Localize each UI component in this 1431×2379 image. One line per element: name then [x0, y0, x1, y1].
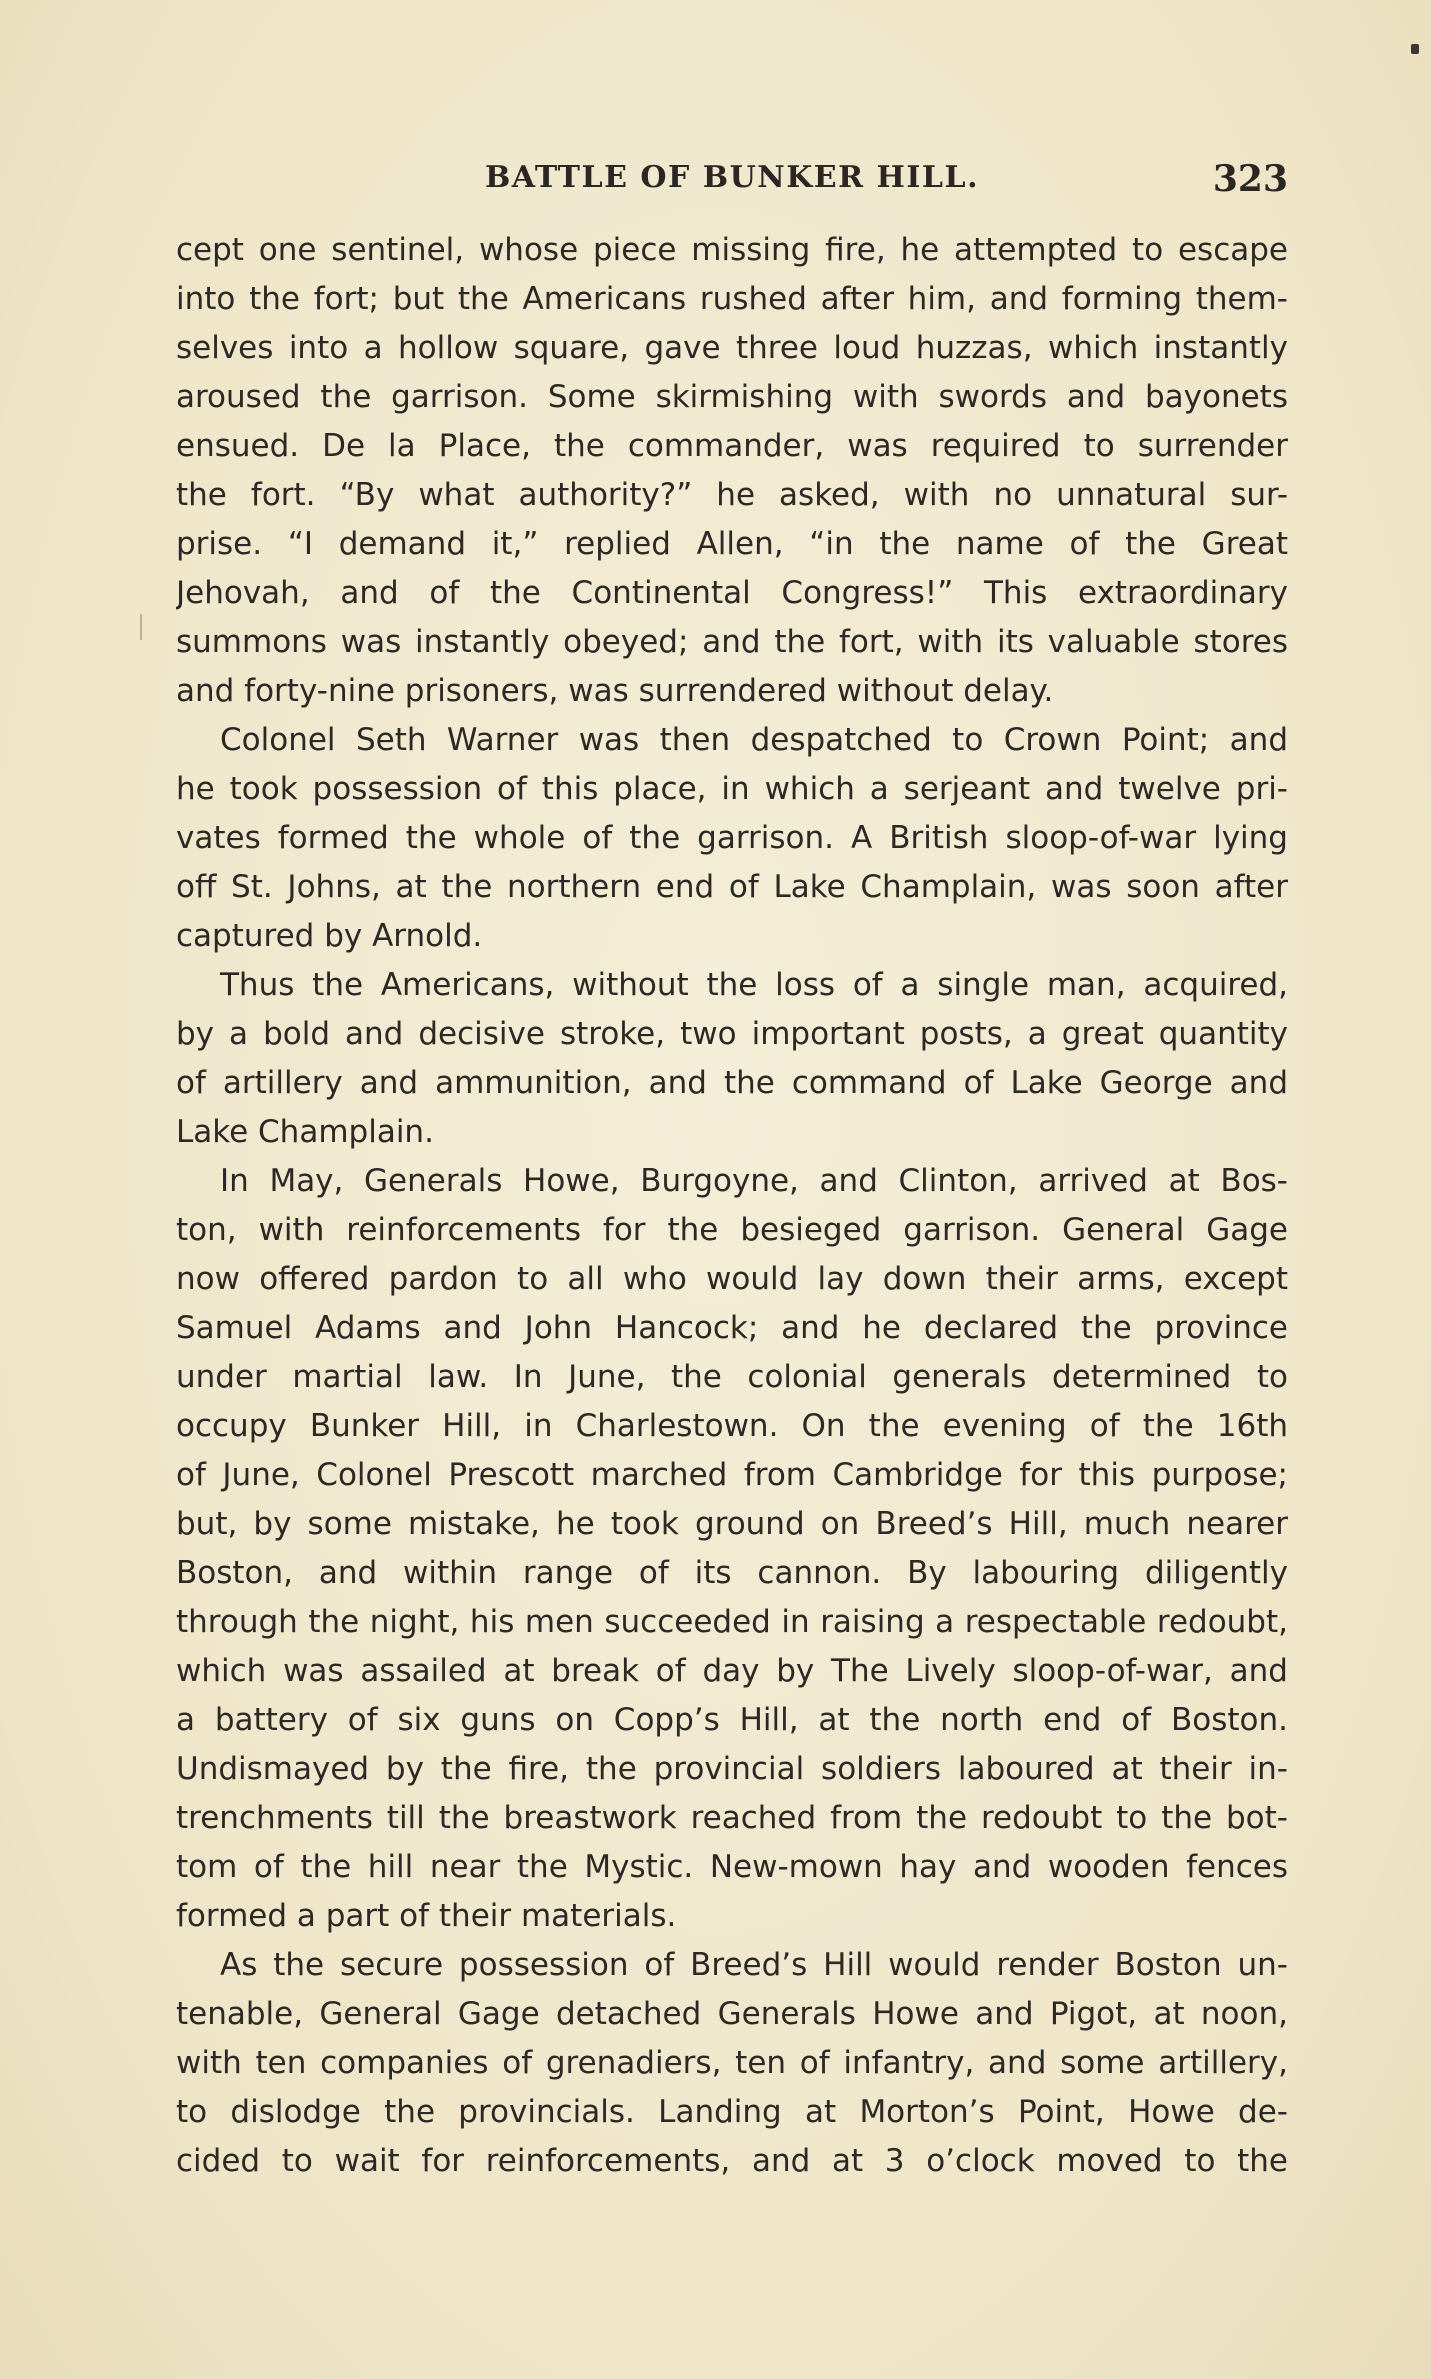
text-line: aroused the garrison. Some skirmishing with swords and bayonets [176, 379, 1288, 415]
text-line: Lake Champlain. [176, 1114, 434, 1150]
text-line: selves into a hollow square, gave three loud huzzas, which instantly [176, 330, 1288, 366]
text-line: ensued. De la Place, the commander, was required to surrender [176, 428, 1288, 464]
text-line: by a bold and decisive stroke, two important posts, a great quantity [176, 1016, 1288, 1052]
text-line: Colonel Seth Warner was then despatched to Crown Point; and [220, 722, 1288, 758]
text-line: Undismayed by the fire, the provincial soldiers laboured at their in- [176, 1751, 1288, 1787]
running-title: BATTLE OF BUNKER HILL. [484, 160, 980, 195]
text-line: tom of the hill near the Mystic. New-mown hay and wooden fences [176, 1849, 1288, 1885]
text-line: a battery of six guns on Copp’s Hill, at the north end of Boston. [176, 1702, 1288, 1738]
text-line: cept one sentinel, whose piece missing fire, he attempted to escape [176, 232, 1288, 268]
page-header [176, 160, 1288, 210]
text-line: of June, Colonel Prescott marched from Cambridge for this purpose; [176, 1457, 1288, 1493]
text-line: Samuel Adams and John Hancock; and he declared the province [176, 1310, 1288, 1346]
text-line: under martial law. In June, the colonial generals determined to [176, 1359, 1288, 1395]
text-line: cided to wait for reinforcements, and at 3 o’clock moved to the [176, 2143, 1288, 2179]
text-line: In May, Generals Howe, Burgoyne, and Clinton, arrived at Bos- [220, 1163, 1288, 1199]
text-line: now offered pardon to all who would lay down their arms, except [176, 1261, 1288, 1297]
text-line: into the fort; but the Americans rushed after him, and forming them- [176, 281, 1288, 317]
text-line: Jehovah, and of the Continental Congress!” This extraordinary [176, 575, 1288, 611]
text-line: Thus the Americans, without the loss of a single man, acquired, [220, 967, 1288, 1003]
text-line: summons was instantly obeyed; and the fort, with its valuable stores [176, 624, 1288, 660]
body-text [176, 226, 1288, 2186]
margin-pencil-mark [140, 614, 142, 640]
text-line: occupy Bunker Hill, in Charlestown. On the evening of the 16th [176, 1408, 1288, 1444]
text-line: off St. Johns, at the northern end of Lake Champlain, was soon after [176, 869, 1288, 905]
text-line: As the secure possession of Breed’s Hill would render Boston un- [220, 1947, 1288, 1983]
text-line: through the night, his men succeeded in raising a respectable redoubt, [176, 1604, 1288, 1640]
text-line: he took possession of this place, in which a serjeant and twelve pri- [176, 771, 1288, 807]
text-line: prise. “I demand it,” replied Allen, “in the name of the Great [176, 526, 1288, 562]
text-line: but, by some mistake, he took ground on Breed’s Hill, much nearer [176, 1506, 1288, 1542]
text-line: of artillery and ammunition, and the command of Lake George and [176, 1065, 1288, 1101]
margin-ink-mark [1411, 44, 1419, 54]
text-line: trenchments till the breastwork reached from the redoubt to the bot- [176, 1800, 1288, 1836]
text-line: tenable, General Gage detached Generals Howe and Pigot, at noon, [176, 1996, 1288, 2032]
text-line: and forty-nine prisoners, was surrendered without delay. [176, 673, 1054, 709]
page-number: 323 [1212, 158, 1288, 200]
text-line: ton, with reinforcements for the besieged garrison. General Gage [176, 1212, 1288, 1248]
text-line: formed a part of their materials. [176, 1898, 677, 1934]
text-line: the fort. “By what authority?” he asked, with no unnatural sur- [176, 477, 1288, 513]
text-line: Boston, and within range of its cannon. By labouring diligently [176, 1555, 1288, 1591]
text-line: vates formed the whole of the garrison. A British sloop-of-war lying [176, 820, 1288, 856]
text-line: with ten companies of grenadiers, ten of infantry, and some artillery, [176, 2045, 1288, 2081]
text-line: captured by Arnold. [176, 918, 483, 954]
text-line: which was assailed at break of day by The Lively sloop-of-war, and [176, 1653, 1288, 1689]
text-line: to dislodge the provincials. Landing at Morton’s Point, Howe de- [176, 2094, 1288, 2130]
